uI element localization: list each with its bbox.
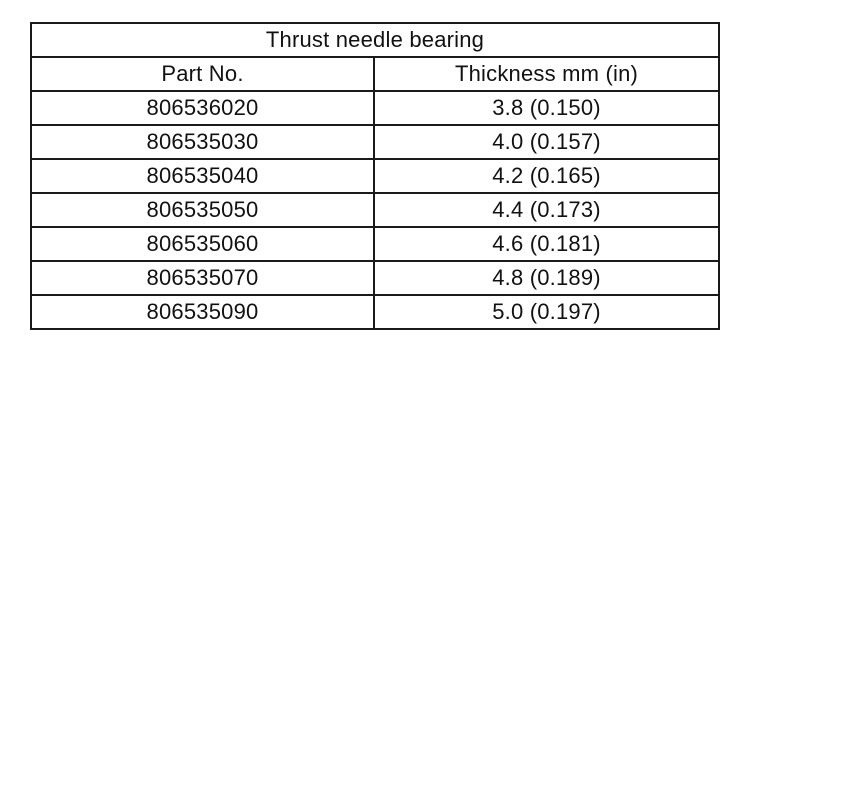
part-no-cell: 806535040 (31, 159, 374, 193)
part-no-cell: 806535060 (31, 227, 374, 261)
table-row (31, 227, 719, 261)
thickness-cell: 4.4 (0.173) (374, 193, 719, 227)
table-header-row (31, 57, 719, 91)
table-title-row (31, 23, 719, 57)
thickness-cell: 4.2 (0.165) (374, 159, 719, 193)
table-row (31, 125, 719, 159)
thickness-cell: 4.0 (0.157) (374, 125, 719, 159)
part-no-cell: 806536020 (31, 91, 374, 125)
table-row (31, 261, 719, 295)
thickness-cell: 4.6 (0.181) (374, 227, 719, 261)
thrust-needle-bearing-table (30, 22, 720, 330)
table-row (31, 91, 719, 125)
part-no-cell: 806535090 (31, 295, 374, 329)
header-thickness: Thickness mm (in) (374, 57, 719, 91)
table-row (31, 159, 719, 193)
thickness-cell: 4.8 (0.189) (374, 261, 719, 295)
table-title: Thrust needle bearing (31, 23, 719, 57)
thickness-cell: 3.8 (0.150) (374, 91, 719, 125)
header-part-no: Part No. (31, 57, 374, 91)
thickness-cell: 5.0 (0.197) (374, 295, 719, 329)
part-no-cell: 806535070 (31, 261, 374, 295)
table-row (31, 295, 719, 329)
table-row (31, 193, 719, 227)
part-no-cell: 806535050 (31, 193, 374, 227)
part-no-cell: 806535030 (31, 125, 374, 159)
